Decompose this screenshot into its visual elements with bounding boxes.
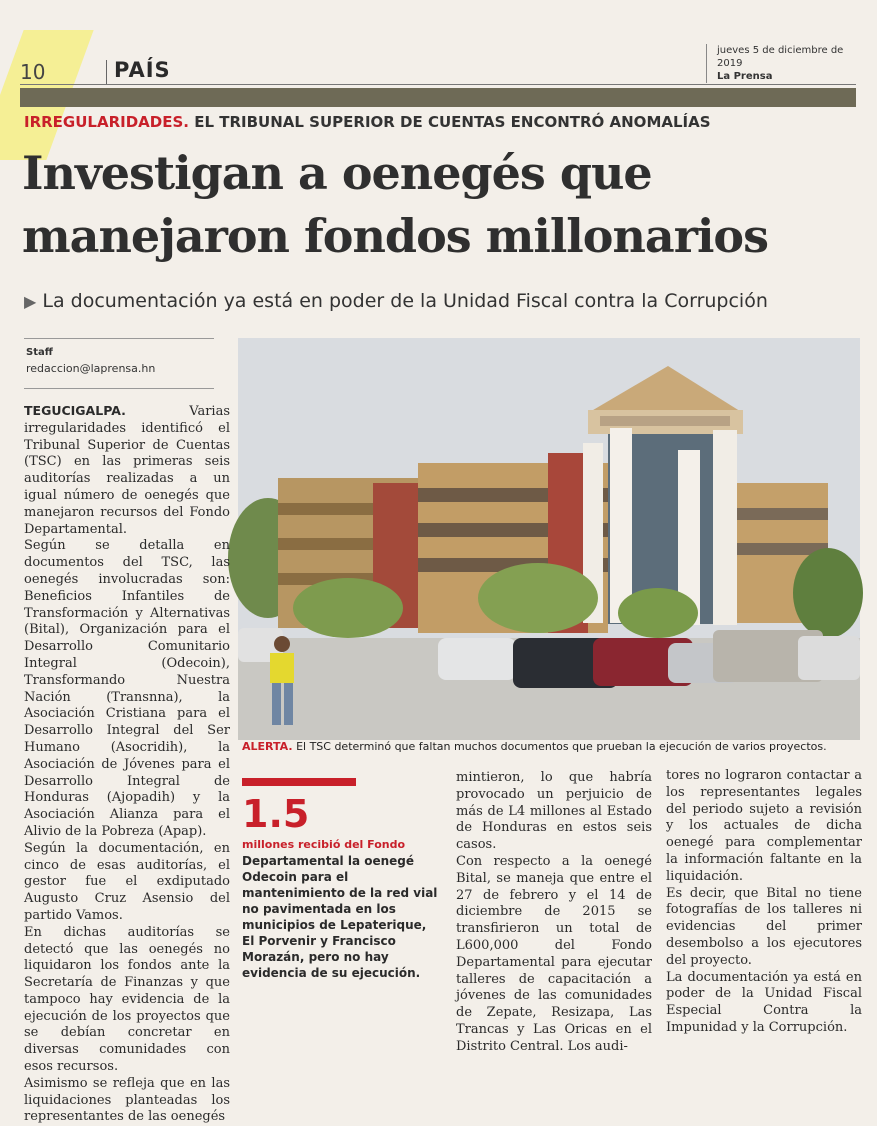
publication-name: La Prensa — [717, 71, 773, 82]
header-divider — [106, 60, 107, 84]
paragraph: Según se detalla en documentos del TSC, las oenegés involucradas son: Beneficios Infantiles de Transformación y Alternativas (Bital), Organización para el Desarrollo Comunitario Integral (Odecoin), Transformando Nuestra Nación (Transnna), la Asociación Cristiana para el Desarrollo Integral del Ser Humano (Asocridih), la Asociación de Jóvenes para el Desarrollo Integral de Honduras (Ajopadih) y la Asociación Alianza para el Alivio de la Pobreza (Apap). — [24, 538, 230, 839]
headline — [22, 142, 862, 268]
kicker — [24, 113, 711, 131]
paragraph: Asimismo se refleja que en las liquidaciones planteadas los representantes de las oenegés — [24, 1075, 230, 1125]
page-number: 10 — [20, 60, 46, 84]
issue-date: jueves 5 de diciembre de 2019 — [717, 45, 844, 69]
paragraph: mintieron, lo que habría provocado un perjuicio de más de L4 millones al Estado de Honduras en estos seis casos. — [456, 770, 652, 853]
triangle-bullet-icon: ▶ — [24, 292, 37, 311]
header-rule — [20, 84, 856, 85]
article-column-1 — [24, 403, 230, 1126]
byline-name: Staff — [26, 347, 53, 358]
building-sign — [600, 416, 730, 426]
date-box — [706, 44, 856, 83]
section-title: PAÍS — [114, 58, 171, 82]
kicker-tag: IRREGULARIDADES. — [24, 113, 189, 131]
paragraph: La documentación ya está en poder de la Unidad Fiscal Especial Contra la Impunidad y la Corrupción. — [666, 969, 862, 1035]
headline-line-1: Investigan a oenegés que — [22, 146, 652, 200]
stat-accent-bar — [242, 778, 356, 786]
byline-rule-bottom — [24, 388, 214, 389]
stat-label: millones recibió del Fondo — [242, 838, 406, 851]
building-illustration — [238, 338, 860, 740]
caption-text: El TSC determinó que faltan muchos documentos que prueban la ejecución de varios proyectos. — [296, 740, 827, 753]
section-bar — [20, 88, 856, 107]
paragraph: Según la documentación, en cinco de esas auditorías, el gestor fue el exdiputado Augusto Cruz Asensio del partido Vamos. — [24, 840, 230, 923]
article-photo — [238, 338, 860, 740]
paragraph — [24, 403, 230, 538]
paragraph: Es decir, que Bital no tiene fotografías de los talleres ni evidencias del primer desembolso a los ejecutores del proyecto. — [666, 885, 862, 968]
paragraph: En dichas auditorías se detectó que las oenegés no liquidaron los fondos ante la Secretaría de Finanzas y que tampoco hay evidencia de la ejecución de los proyectos que se debían concretar en diversas comunidades con esos recursos. — [24, 924, 230, 1075]
stat-text: Departamental la oenegé Odecoin para el mantenimiento de la red vial no pavimentada en los municipios de Lepaterique, El Porvenir y Francisco Morazán, pero no hay evidencia de su ejecución. — [242, 854, 438, 980]
photo-caption — [242, 740, 827, 753]
headline-line-2: manejaron fondos millonarios — [22, 209, 769, 263]
byline-rule-top — [24, 338, 214, 339]
caption-tag: ALERTA. — [242, 740, 293, 753]
article-column-3 — [456, 770, 652, 1056]
article-column-4 — [666, 768, 862, 1037]
paragraph: Con respecto a la oenegé Bital, se maneja que entre el 27 de febrero y el 14 de diciembre de 2015 se transfirieron un total de L600,000 del Fondo Departamental para ejecutar talleres de capacitación a jóvenes de las comunidades de Zepate, Resizapa, Las Trancas y Las Oricas en el Distrito Central. Los audi- — [456, 853, 652, 1054]
kicker-text: EL TRIBUNAL SUPERIOR DE CUENTAS ENCONTRÓ ANOMALÍAS — [194, 113, 711, 131]
paragraph: tores no lograron contactar a los representantes legales del periodo sujeto a revisión y los actuales de dicha oenegé para complementar la información faltante en la liquidación. — [666, 768, 862, 884]
paragraph-text: Varias irregularidades identificó el Tribunal Superior de Cuentas (TSC) en las primeras seis auditorías realizadas a un igual número de oenegés que manejaron recursos del Fondo Departamental. — [24, 404, 230, 537]
subheadline-text: La documentación ya está en poder de la Unidad Fiscal contra la Corrupción — [42, 290, 768, 312]
stat-number: 1.5 — [242, 792, 310, 836]
subheadline — [24, 290, 768, 312]
dateline: TEGUCIGALPA. — [24, 403, 126, 418]
byline-email: redaccion@laprensa.hn — [26, 362, 156, 375]
